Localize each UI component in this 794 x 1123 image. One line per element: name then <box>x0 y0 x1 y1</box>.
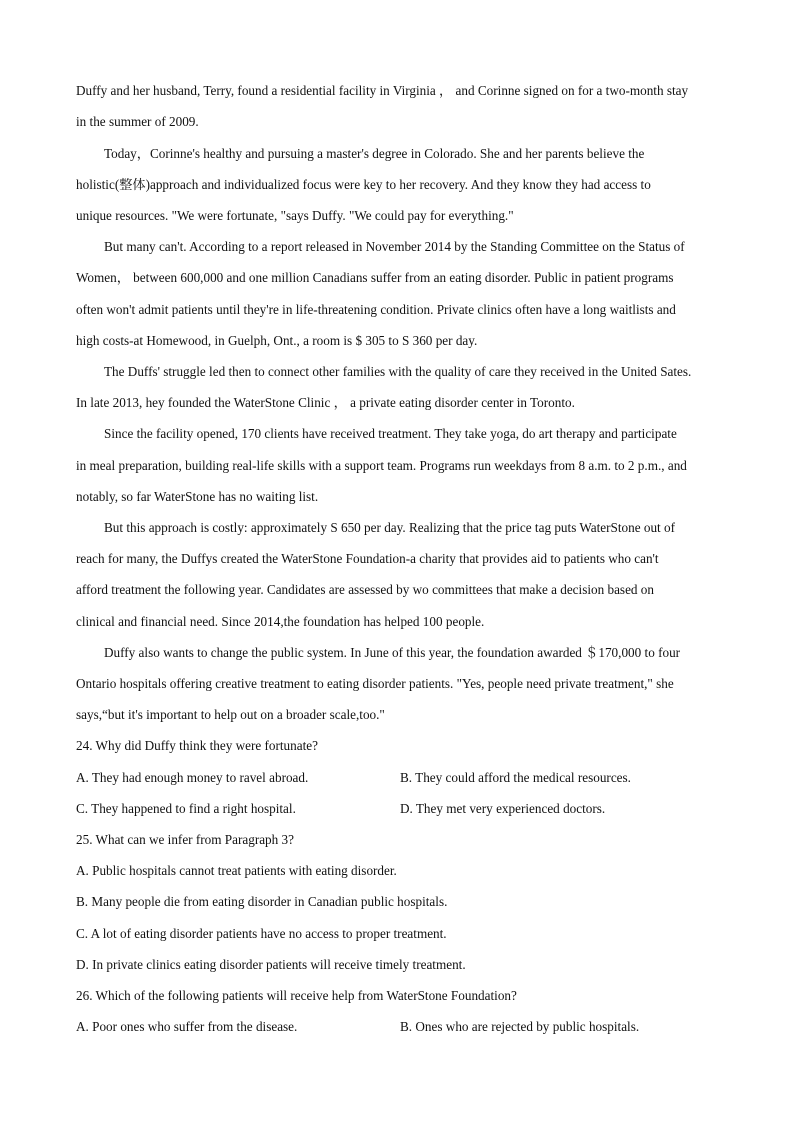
question-25-option-b: B. Many people die from eating disorder in Canadian public hospitals. <box>76 894 448 909</box>
question-26-stem: 26. Which of the following patients will receive help from WaterStone Foundation? <box>76 988 517 1003</box>
passage-line: says,“but it's important to help out on a broader scale,too." <box>76 707 385 722</box>
passage-line: clinical and financial need. Since 2014,the foundation has helped 100 people. <box>76 614 485 629</box>
question-24-stem: 24. Why did Duffy think they were fortunate? <box>76 738 318 753</box>
passage-line: Ontario hospitals offering creative treatment to eating disorder patients. "Yes, people need private treatment," she <box>76 676 674 691</box>
question-25-stem: 25. What can we infer from Paragraph 3? <box>76 832 294 847</box>
passage-line: Women， between 600,000 and one million Canadians suffer from an eating disorder. Public in patient programs <box>76 270 674 285</box>
passage-line: in meal preparation, building real-life skills with a support team. Programs run weekdays from 8 a.m. to 2 p.m., and <box>76 458 687 473</box>
passage-line: often won't admit patients until they're in life-threatening condition. Private clinics often have a long waitlists and <box>76 302 676 317</box>
question-24-option-a: A. They had enough money to ravel abroad. <box>76 770 309 785</box>
question-25-option-c: C. A lot of eating disorder patients have no access to proper treatment. <box>76 926 447 941</box>
question-24-option-b: B. They could afford the medical resources. <box>400 770 631 785</box>
passage-line: high costs-at Homewood, in Guelph, Ont., a room is $ 305 to S 360 per day. <box>76 333 478 348</box>
passage-line: In late 2013, hey founded the WaterStone Clinic ， a private eating disorder center in Toronto. <box>76 395 575 410</box>
passage-line: reach for many, the Duffys created the WaterStone Foundation-a charity that provides aid to patients who can't <box>76 551 659 566</box>
question-24-option-c: C. They happened to find a right hospital. <box>76 801 296 816</box>
passage-line: afford treatment the following year. Candidates are assessed by wo committees that make a decision based on <box>76 582 654 597</box>
question-26-option-a: A. Poor ones who suffer from the disease. <box>76 1019 298 1034</box>
question-26-option-b: B. Ones who are rejected by public hospitals. <box>400 1019 640 1034</box>
passage-line: holistic(整体)approach and individualized focus were key to her recovery. And they know they had access to <box>76 177 651 192</box>
passage-line: Today，Corinne's healthy and pursuing a master's degree in Colorado. She and her parents believe the <box>104 146 645 161</box>
passage-line: unique resources. "We were fortunate, "says Duffy. "We could pay for everything." <box>76 208 514 223</box>
question-25-option-a: A. Public hospitals cannot treat patients with eating disorder. <box>76 863 397 878</box>
passage-line: Since the facility opened, 170 clients have received treatment. They take yoga, do art therapy and participate <box>104 426 677 441</box>
passage-line: Duffy also wants to change the public system. In June of this year, the foundation awarded ＄170,000 to four <box>104 645 681 660</box>
question-24-option-d: D. They met very experienced doctors. <box>400 801 606 816</box>
passage-line: in the summer of 2009. <box>76 114 199 129</box>
passage-line: But many can't. According to a report released in November 2014 by the Standing Committee on the Status of <box>104 239 685 254</box>
passage-line: The Duffs' struggle led then to connect other families with the quality of care they received in the United Sates. <box>104 364 692 379</box>
question-25-option-d: D. In private clinics eating disorder patients will receive timely treatment. <box>76 957 466 972</box>
passage-line: notably, so far WaterStone has no waiting list. <box>76 489 319 504</box>
passage-line: But this approach is costly: approximately S 650 per day. Realizing that the price tag puts WaterStone out of <box>104 520 676 535</box>
passage-line: Duffy and her husband, Terry, found a residential facility in Virginia ， and Corinne signed on for a two-month stay <box>76 83 689 98</box>
